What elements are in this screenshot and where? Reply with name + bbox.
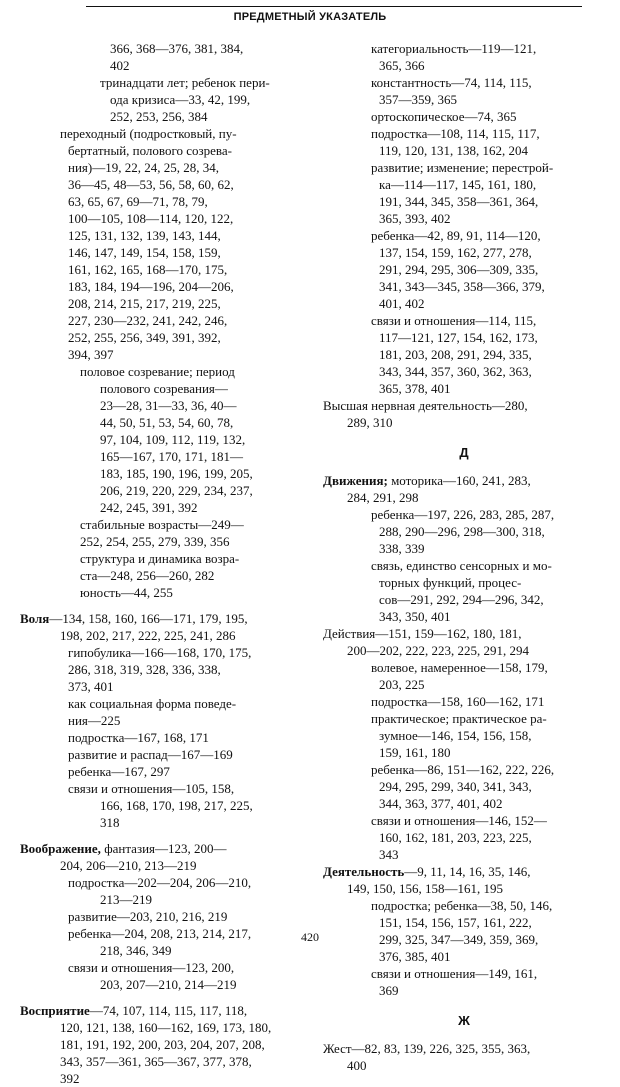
- index-line: 252, 254, 255, 279, 339, 356: [80, 534, 230, 549]
- index-line: 44, 50, 51, 53, 54, 60, 78,: [100, 415, 234, 430]
- index-line: гипобулика—166—168, 170, 175,: [68, 645, 252, 660]
- index-line: тринадцати лет; ребенок пери-: [100, 75, 270, 90]
- index-line: 294, 295, 299, 340, 341, 343,: [379, 779, 532, 794]
- index-line: структура и динамика возра-: [80, 551, 240, 566]
- index-line: 252, 255, 256, 349, 391, 392,: [68, 330, 221, 345]
- index-line: волевое, намеренное—158, 179,: [371, 660, 548, 675]
- index-line: 318: [100, 815, 120, 830]
- index-line: ода кризиса—33, 42, 199,: [110, 92, 251, 107]
- index-line: ортоскопическое—74, 365: [371, 109, 517, 124]
- index-line: связи и отношения—114, 115,: [371, 313, 537, 328]
- index-line: 343, 357—361, 365—367, 377, 378,: [60, 1054, 252, 1069]
- index-line: связи и отношения—105, 158,: [68, 781, 235, 796]
- index-line: 392: [60, 1071, 80, 1086]
- index-line: ребенка—42, 89, 91, 114—120,: [371, 228, 541, 243]
- index-line: 63, 65, 67, 69—71, 78, 79,: [68, 194, 208, 209]
- index-line: 203, 207—210, 214—219: [100, 977, 237, 992]
- index-line: бертатный, полового созрева-: [68, 143, 232, 158]
- index-line: 181, 191, 192, 200, 203, 204, 207, 208,: [60, 1037, 265, 1052]
- index-line: 344, 363, 377, 401, 402: [379, 796, 503, 811]
- index-line: 191, 344, 345, 358—361, 364,: [379, 194, 539, 209]
- index-line: развитие и распад—167—169: [68, 747, 233, 762]
- index-line: 376, 385, 401: [379, 949, 451, 964]
- index-line: 402: [110, 58, 130, 73]
- index-line: Движения; моторика—160, 241, 283,: [323, 473, 531, 488]
- page-header: ПРЕДМЕТНЫЙ УКАЗАТЕЛЬ: [233, 11, 387, 23]
- index-line: 394, 397: [68, 347, 114, 362]
- index-line: 119, 120, 131, 138, 162, 204: [379, 143, 529, 158]
- index-line: подростка; ребенка—38, 50, 146,: [371, 898, 553, 913]
- index-line: практическое; практическое ра-: [371, 711, 547, 726]
- index-line: 343, 350, 401: [379, 609, 451, 624]
- index-line: торных функций, процес-: [379, 575, 522, 590]
- index-line: 125, 131, 132, 139, 143, 144,: [68, 228, 221, 243]
- index-line: подростка—108, 114, 115, 117,: [371, 126, 540, 141]
- index-line: 151, 154, 156, 157, 161, 222,: [379, 915, 532, 930]
- index-line: 200—202, 222, 223, 225, 291, 294: [347, 643, 529, 658]
- index-line: 289, 310: [347, 415, 393, 430]
- index-line: сов—291, 292, 294—296, 342,: [379, 592, 544, 607]
- index-line: Восприятие—74, 107, 114, 115, 117, 118,: [20, 1003, 248, 1018]
- index-line: Действия—151, 159—162, 180, 181,: [323, 626, 522, 641]
- index-line: 343: [379, 847, 399, 862]
- index-line: ка—114—117, 145, 161, 180,: [379, 177, 537, 192]
- index-line: полового созревания—: [100, 381, 228, 396]
- index-line: 343, 344, 357, 360, 362, 363,: [379, 364, 532, 379]
- index-line: 203, 225: [379, 677, 425, 692]
- index-line: 183, 185, 190, 196, 199, 205,: [100, 466, 253, 481]
- index-line: Деятельность—9, 11, 14, 16, 35, 146,: [323, 864, 531, 879]
- index-line: ребенка—167, 297: [68, 764, 170, 779]
- index-line: 166, 168, 170, 198, 217, 225,: [100, 798, 253, 813]
- index-line: переходный (подростковый, пу-: [60, 126, 237, 141]
- index-line: подростка—202—204, 206—210,: [68, 875, 252, 890]
- index-line: 400: [347, 1058, 367, 1073]
- index-line: 117—121, 127, 154, 162, 173,: [379, 330, 538, 345]
- index-line: связи и отношения—123, 200,: [68, 960, 235, 975]
- index-line: Воля—134, 158, 160, 166—171, 179, 195,: [20, 611, 248, 626]
- index-line: ста—248, 256—260, 282: [80, 568, 215, 583]
- index-line: константность—74, 114, 115,: [371, 75, 532, 90]
- index-line: 149, 150, 156, 158—161, 195: [347, 881, 503, 896]
- index-line: стабильные возрасты—249—: [80, 517, 244, 532]
- index-line: 341, 343—345, 358—366, 379,: [379, 279, 545, 294]
- index-line: ребенка—204, 208, 213, 214, 217,: [68, 926, 252, 941]
- right-column: [323, 40, 605, 1074]
- index-line: 97, 104, 109, 112, 119, 132,: [100, 432, 246, 447]
- index-line: 286, 318, 319, 328, 336, 338,: [68, 662, 221, 677]
- section-letter: Д: [459, 445, 469, 460]
- index-line: 365, 366: [379, 58, 425, 73]
- index-line: связи и отношения—149, 161,: [371, 966, 538, 981]
- index-line: 120, 121, 138, 160—162, 169, 173, 180,: [60, 1020, 272, 1035]
- index-line: 36—45, 48—53, 56, 58, 60, 62,: [68, 177, 234, 192]
- index-line: Воображение, фантазия—123, 200—: [20, 841, 227, 856]
- index-line: Жест—82, 83, 139, 226, 325, 355, 363,: [323, 1041, 531, 1056]
- index-line: ребенка—86, 151—162, 222, 226,: [371, 762, 555, 777]
- index-line: связи и отношения—146, 152—: [371, 813, 547, 828]
- index-line: юность—44, 255: [80, 585, 173, 600]
- index-line: 23—28, 31—33, 36, 40—: [100, 398, 237, 413]
- index-line: 161, 162, 165, 168—170, 175,: [68, 262, 228, 277]
- index-line: 366, 368—376, 381, 384,: [110, 41, 244, 56]
- header-rule: [86, 6, 582, 7]
- index-line: 299, 325, 347—349, 359, 369,: [379, 932, 539, 947]
- index-line: ния—225: [68, 713, 121, 728]
- index-line: 401, 402: [379, 296, 425, 311]
- index-line: 218, 346, 349: [100, 943, 172, 958]
- index-line: зумное—146, 154, 156, 158,: [379, 728, 532, 743]
- index-line: подростка—158, 160—162, 171: [371, 694, 545, 709]
- index-line: 204, 206—210, 213—219: [60, 858, 197, 873]
- index-line: 181, 203, 208, 291, 294, 335,: [379, 347, 532, 362]
- index-line: 291, 294, 295, 306—309, 335,: [379, 262, 539, 277]
- index-line: 183, 184, 194—196, 204—206,: [68, 279, 234, 294]
- index-line: 160, 162, 181, 203, 223, 225,: [379, 830, 532, 845]
- index-line: 159, 161, 180: [379, 745, 451, 760]
- index-line: ния)—19, 22, 24, 25, 28, 34,: [68, 160, 219, 175]
- index-line: 227, 230—232, 241, 242, 246,: [68, 313, 228, 328]
- index-line: 100—105, 108—114, 120, 122,: [68, 211, 234, 226]
- page-number: 420: [301, 930, 319, 944]
- index-line: ребенка—197, 226, 283, 285, 287,: [371, 507, 555, 522]
- index-line: 213—219: [100, 892, 152, 907]
- index-line: половое созревание; период: [80, 364, 235, 379]
- index-line: подростка—167, 168, 171: [68, 730, 209, 745]
- index-line: 146, 147, 149, 154, 158, 159,: [68, 245, 221, 260]
- index-line: 206, 219, 220, 229, 234, 237,: [100, 483, 253, 498]
- index-line: 137, 154, 159, 162, 277, 278,: [379, 245, 532, 260]
- index-line: 242, 245, 391, 392: [100, 500, 198, 515]
- index-line: 357—359, 365: [379, 92, 457, 107]
- index-line: развитие—203, 210, 216, 219: [68, 909, 228, 924]
- index-line: 198, 202, 217, 222, 225, 241, 286: [60, 628, 236, 643]
- index-line: развитие; изменение; перестрой-: [371, 160, 554, 175]
- index-line: Высшая нервная деятельность—280,: [323, 398, 528, 413]
- index-line: 284, 291, 298: [347, 490, 419, 505]
- index-line: как социальная форма поведе-: [68, 696, 237, 711]
- section-letter: Ж: [458, 1013, 470, 1028]
- index-line: 369: [379, 983, 399, 998]
- index-line: 338, 339: [379, 541, 425, 556]
- index-line: 365, 378, 401: [379, 381, 451, 396]
- index-line: 373, 401: [68, 679, 114, 694]
- index-line: 208, 214, 215, 217, 219, 225,: [68, 296, 221, 311]
- index-line: 288, 290—296, 298—300, 318,: [379, 524, 545, 539]
- index-line: 252, 253, 256, 384: [110, 109, 208, 124]
- index-line: 365, 393, 402: [379, 211, 451, 226]
- index-line: связь, единство сенсорных и мо-: [371, 558, 552, 573]
- index-line: 165—167, 170, 171, 181—: [100, 449, 243, 464]
- index-line: категориальность—119—121,: [371, 41, 537, 56]
